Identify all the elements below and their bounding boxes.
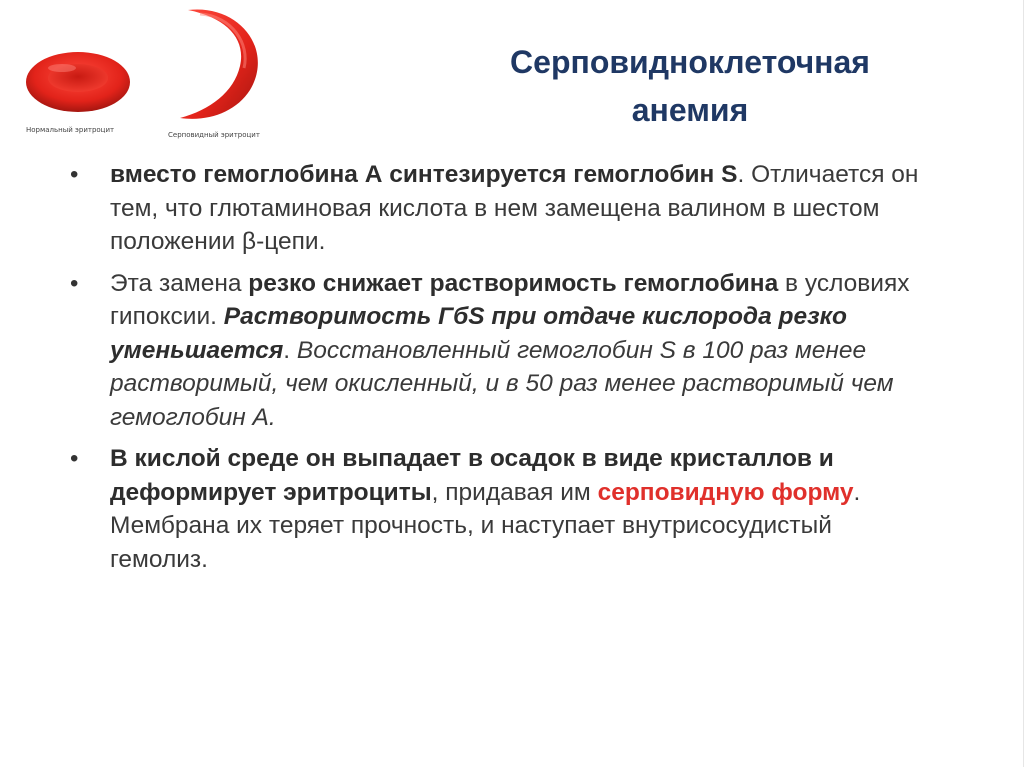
bullet-2-bold: резко снижает растворимость гемоглобина	[248, 269, 779, 297]
bullet-item-3	[70, 442, 930, 576]
bullet-item-1	[70, 158, 930, 259]
bullet-3-text-b: . Мембрана их теряет прочность, и наступает внутрисосудистый гемолиз.	[110, 478, 861, 573]
bullet-1-text: . Отличается он тем, что глютаминовая кислота в нем замещена валином в шестом положении β-цепи.	[110, 161, 919, 255]
bullet-list	[70, 158, 930, 584]
bullet-2-text-c: .	[283, 336, 297, 364]
sickle-erythrocyte-caption: Серповидный эритроцит	[168, 131, 260, 139]
bullet-marker: •	[70, 269, 79, 297]
slide-title	[460, 38, 920, 134]
bullet-3-highlight: серповидную форму	[597, 478, 854, 506]
bullet-2-text-a: Эта замена	[110, 269, 249, 297]
bullet-3-text-a: , придавая им	[431, 478, 598, 506]
bullet-1-bold: вместо гемоглобина А синтезируется гемоглобин S	[110, 161, 738, 188]
bullet-2-text-b: в условиях гипоксии.	[110, 269, 910, 330]
bullet-marker: •	[70, 161, 79, 188]
bullet-marker: •	[70, 445, 79, 472]
sickle-erythrocyte-image	[170, 4, 270, 126]
bullet-3-bold: В кислой среде он выпадает в осадок в виде кристаллов и деформирует эритроциты	[110, 445, 834, 506]
normal-erythrocyte-caption: Нормальный эритроцит	[26, 126, 115, 134]
bullet-item-2	[70, 267, 930, 435]
normal-erythrocyte-image	[22, 44, 134, 116]
bullet-2-italic: Восстановленный гемоглобин S в 100 раз менее растворимый, чем окисленный, и в 50 раз менее растворимый чем гемоглобин А.	[110, 336, 894, 431]
bullet-2-bold-italic: Растворимость ГбS при отдаче кислорода резко уменьшается	[110, 303, 847, 364]
title-line-2: анемия	[631, 92, 749, 128]
title-line-1: Серповидноклеточная	[510, 44, 870, 80]
